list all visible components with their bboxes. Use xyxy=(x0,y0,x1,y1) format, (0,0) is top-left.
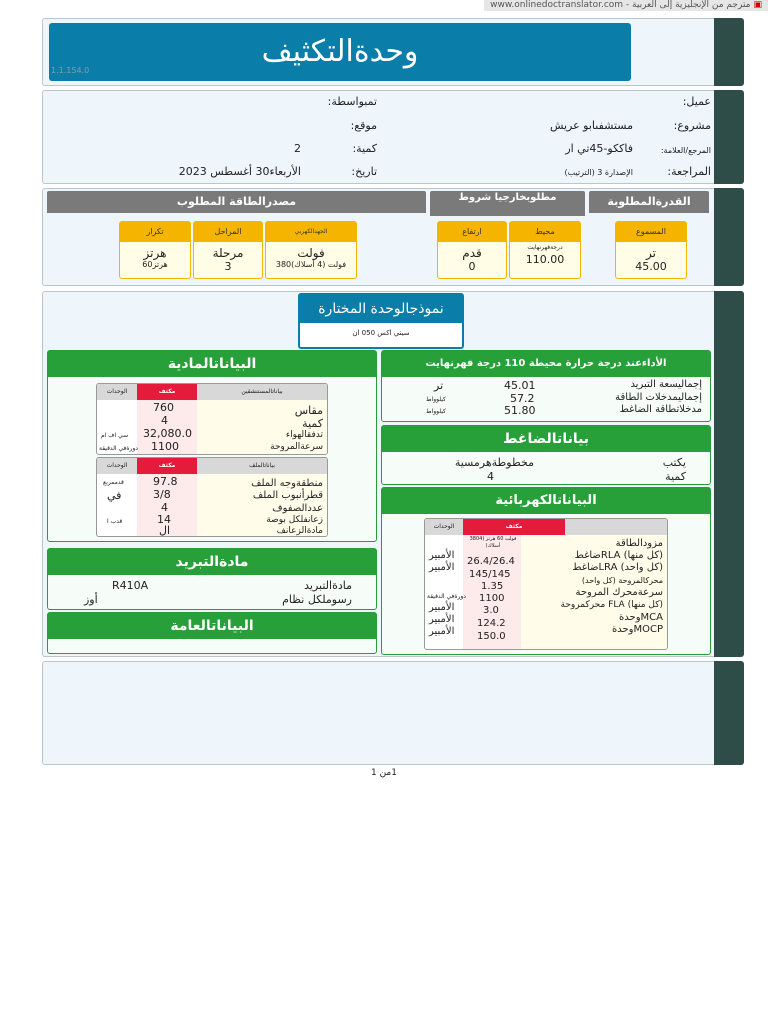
power-head: مصدرالطاقة المطلوب xyxy=(47,191,426,213)
ambient-tile xyxy=(509,221,581,279)
perf-row-unit: كيلوواط xyxy=(426,396,446,403)
altitude-value: 0 xyxy=(468,260,476,273)
perf-row-value: 45.01 xyxy=(504,379,536,392)
elec-row-unit: الأمبير xyxy=(429,614,455,625)
compressor-panel xyxy=(381,425,711,485)
elec-row-value: 26.4/26.4 xyxy=(467,556,515,567)
voltage-tile-head: الجهدالكهربي xyxy=(266,222,356,242)
fan-row-name: كمية xyxy=(302,417,323,430)
elec-col-tiny: 380فولت 60 هرتز (4 أسلاك) xyxy=(469,536,517,549)
project-label: مشروع: xyxy=(673,119,711,132)
phases-tile xyxy=(193,221,263,279)
freq-tile xyxy=(119,221,191,279)
performance-title: الأداءعند درجة حرارة محيطة 110 درجة فهرنهايت xyxy=(382,351,710,377)
coil-row-value: 14 xyxy=(157,513,171,526)
electrical-table xyxy=(424,518,668,650)
compressor-type-value: مخطوطةهرمسية xyxy=(454,456,534,469)
perf-row-name: إجماليمدخلات الطاقة xyxy=(615,392,702,403)
elec-row-name: محركالمروحة (كل واحد) xyxy=(581,576,663,585)
fan-row-unit: دورةفي الدقيقة xyxy=(99,445,138,452)
general-panel xyxy=(47,612,377,654)
qty-label: كمية: xyxy=(352,142,377,155)
side-strip xyxy=(714,90,744,184)
refrigerant-charge-value: أوز xyxy=(84,593,98,606)
elec-row-value: 150.0 xyxy=(477,631,506,642)
side-strip xyxy=(714,661,744,765)
model-head: نموذجالوحدة المختارة xyxy=(300,295,462,323)
elec-row-unit: دورةفي الدقيقة xyxy=(427,593,466,600)
electrical-panel xyxy=(381,487,711,655)
model-value: سيتي اكس 050 ان xyxy=(352,329,410,337)
capacity-unit: تر xyxy=(646,246,656,260)
rev-value: الإصدارة 3 (الترتيب) xyxy=(564,168,633,177)
elec-row-name: وحدةMOCP xyxy=(611,624,663,635)
altitude-unit: قدم xyxy=(462,246,482,260)
coil-table xyxy=(96,457,328,537)
coil-row-name: منطقةوجه الملف xyxy=(251,478,323,489)
side-strip xyxy=(714,291,744,657)
side-strip xyxy=(714,188,744,286)
client-label: عميل: xyxy=(682,95,711,108)
elec-row-name: ضاغطLRA (كل واحد) xyxy=(572,562,663,573)
fan-row-name: تدفقالهواء xyxy=(285,430,323,440)
page-title: وحدةالتكثيف xyxy=(49,23,631,81)
perf-row-name: مدخلاتطاقة الضاغط xyxy=(619,404,702,415)
performance-panel xyxy=(381,350,711,422)
coil-row-name: زعانفلكل بوصة xyxy=(266,515,323,525)
version-label: 1.1.154.0 xyxy=(51,66,90,75)
elec-row-name: ضاغطRLA (كل منها) xyxy=(574,550,663,561)
elec-row-value: 124.2 xyxy=(477,618,506,629)
elec-row-value: 3.0 xyxy=(483,605,499,616)
phases-value: 3 xyxy=(224,260,232,273)
page-number: 1من 1 xyxy=(370,768,397,778)
coil-h-units: الوحدات xyxy=(97,458,137,474)
refrigerant-type-label: مادةالتبريد xyxy=(304,579,352,592)
date-value: الأربعاء30 أغسطس 2023 xyxy=(178,165,301,178)
side-strip xyxy=(714,18,744,86)
elec-row-name: محركمروحة FLA (كل منها) xyxy=(560,600,663,610)
fan-row-value: 4 xyxy=(161,414,168,427)
elec-h-name xyxy=(565,519,667,535)
elec-row-value: 145/145 xyxy=(469,569,511,580)
elec-row-unit: الأمبير xyxy=(429,562,455,573)
compressor-type-label: يكتب xyxy=(662,456,686,469)
coil-h-cond: مكثف xyxy=(137,458,197,474)
elec-row-name: وحدةMCA xyxy=(619,612,663,623)
voltage-unit: فولت xyxy=(297,246,325,260)
fan-h-cond: مكثف xyxy=(137,384,197,400)
perf-row-unit: تر xyxy=(434,379,444,392)
voltage-value: 380فولت (4 أسلاك) xyxy=(275,260,347,269)
required-card xyxy=(42,188,744,286)
coil-h-name: بياناتالملف xyxy=(197,458,327,474)
coil-row-value: ال xyxy=(159,524,171,537)
date-label: تاريخ: xyxy=(351,165,377,178)
elec-row-value: 1.35 xyxy=(481,581,504,592)
fan-row-name: مقاس xyxy=(294,404,323,417)
info-card xyxy=(42,90,744,184)
perf-row-value: 51.80 xyxy=(504,404,536,417)
ref-label: المرجع/العلامة: xyxy=(660,146,711,155)
fan-row-value: 32,080.0 xyxy=(143,427,192,440)
pdf-icon: ▣ xyxy=(753,0,762,10)
site-label: موقع: xyxy=(350,119,377,132)
rev-label: المراجعة: xyxy=(667,165,711,178)
translator-text: www.onlinedoctranslator.com - مترجم من الإنجليزية إلى العربية xyxy=(490,0,751,10)
main-card xyxy=(42,291,744,657)
altitude-tile-head: ارتفاع xyxy=(438,222,506,242)
compressor-qty-value: 4 xyxy=(487,470,494,483)
project-value: مستشفىابو عريش xyxy=(549,119,633,132)
freq-tile-head: تكرار xyxy=(120,222,190,242)
fan-table xyxy=(96,383,328,455)
fan-row-value: 1100 xyxy=(151,440,179,453)
coil-row-unit: قدممربع xyxy=(103,479,124,486)
empty-card xyxy=(42,661,744,765)
phases-unit: مرحلة xyxy=(212,246,244,260)
model-box xyxy=(298,293,464,349)
compressor-qty-label: كمية xyxy=(665,470,686,483)
freq-unit: هرتز xyxy=(143,246,167,260)
fan-row-value: 760 xyxy=(153,401,174,414)
coil-row-name: مادةالزعانف xyxy=(276,526,323,536)
qty-value: 2 xyxy=(294,142,301,155)
elec-row-name: مزودالطاقة xyxy=(615,538,663,549)
coil-row-name: قطرأنبوب الملف xyxy=(252,490,323,501)
compressor-title: بياناتالضاغط xyxy=(382,426,710,452)
perf-row-unit: كيلوواط xyxy=(426,408,446,415)
elec-row-unit: الأمبير xyxy=(429,626,455,637)
outdoor-head: مطلوبخارجيا شروط xyxy=(430,191,585,216)
altitude-tile xyxy=(437,221,507,279)
refrigerant-title: مادةالتبريد xyxy=(48,549,376,575)
coil-row-unit: في xyxy=(107,489,122,502)
perf-row-value: 57.2 xyxy=(510,392,535,405)
coil-row-value: 97.8 xyxy=(153,475,178,488)
ambient-tiny: درجةفهرنهايت xyxy=(527,244,563,251)
coil-row-unit: قدب ا xyxy=(107,518,123,525)
ref-value: فاككو-45تي ار xyxy=(565,142,633,155)
ambient-value: 110.00 xyxy=(525,253,565,266)
capacity-head: القدرةالمطلوبة xyxy=(589,191,709,213)
coil-row-value: 3/8 xyxy=(153,488,171,501)
perf-row-name: إجماليسعة التبريد xyxy=(630,379,702,390)
refrigerant-type-value: R410A xyxy=(112,579,149,592)
capacity-value: 45.00 xyxy=(635,260,667,273)
physical-title: البياناتالمادية xyxy=(48,351,376,377)
physical-panel xyxy=(47,350,377,542)
elec-h-units: الوحدات xyxy=(425,519,463,535)
elec-row-value: 1100 xyxy=(479,593,505,604)
by-label: تمبواسطة: xyxy=(327,95,377,108)
elec-row-name: سرعةمحرك المروحة xyxy=(575,587,663,598)
ambient-tile-head: محيط xyxy=(510,222,580,242)
elec-row-unit: الأمبير xyxy=(429,602,455,613)
fan-h-units: الوحدات xyxy=(97,384,137,400)
fan-h-name: بياناتالمستنشقين xyxy=(197,384,327,400)
fan-row-name: سرعةالمروحة xyxy=(270,442,323,452)
general-title: البياناتالعامة xyxy=(48,613,376,639)
elec-h-cond: مكثف xyxy=(463,519,565,535)
voltage-tile xyxy=(265,221,357,279)
coil-row-value: 4 xyxy=(161,501,168,514)
capacity-tile-head: المسموع xyxy=(616,222,686,242)
electrical-title: البياناتالكهربائية xyxy=(382,488,710,514)
translator-bar xyxy=(484,0,768,11)
capacity-tile xyxy=(615,221,687,279)
fan-row-unit: سي اف ام xyxy=(101,432,129,439)
coil-row-name: عددالصفوف xyxy=(272,503,323,514)
freq-value: 60هرتز xyxy=(142,260,168,269)
refrigerant-charge-label: رسوملكل نظام xyxy=(282,593,352,606)
refrigerant-panel xyxy=(47,548,377,610)
header-card xyxy=(42,18,744,86)
elec-row-unit: الأمبير xyxy=(429,550,455,561)
phases-tile-head: المراحل xyxy=(194,222,262,242)
